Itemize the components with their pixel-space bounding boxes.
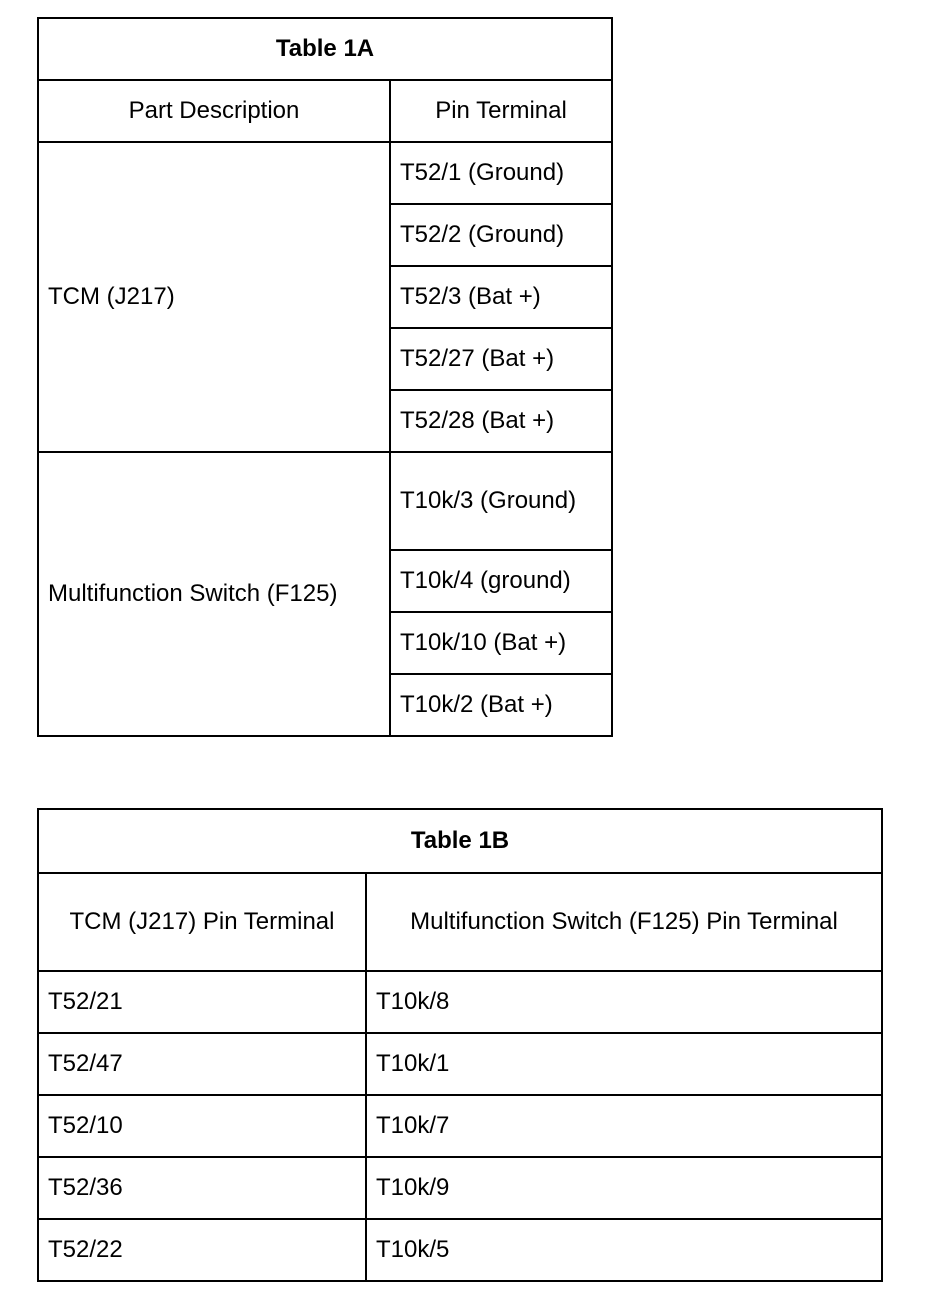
tcm-pin-cell: T52/10 bbox=[38, 1095, 366, 1157]
table-row bbox=[38, 452, 612, 550]
part-description-cell: Multifunction Switch (F125) bbox=[38, 452, 390, 736]
pin-terminal-cell: T10k/3 (Ground) bbox=[390, 452, 612, 550]
table-row bbox=[38, 1219, 882, 1281]
switch-pin-cell: T10k/5 bbox=[366, 1219, 882, 1281]
pin-terminal-cell: T10k/10 (Bat +) bbox=[390, 612, 612, 674]
pin-terminal-cell: T52/27 (Bat +) bbox=[390, 328, 612, 390]
column-header-tcm-pin-terminal: TCM (J217) Pin Terminal bbox=[38, 873, 366, 971]
switch-pin-cell: T10k/9 bbox=[366, 1157, 882, 1219]
table-row bbox=[38, 142, 612, 204]
tcm-pin-cell: T52/22 bbox=[38, 1219, 366, 1281]
column-header-pin-terminal: Pin Terminal bbox=[390, 80, 612, 142]
table-title-row bbox=[38, 809, 882, 873]
table-row bbox=[38, 1157, 882, 1219]
pin-terminal-cell: T52/1 (Ground) bbox=[390, 142, 612, 204]
table-header-row bbox=[38, 873, 882, 971]
pin-terminal-cell: T10k/4 (ground) bbox=[390, 550, 612, 612]
tcm-pin-cell: T52/36 bbox=[38, 1157, 366, 1219]
pin-terminal-cell: T52/3 (Bat +) bbox=[390, 266, 612, 328]
column-header-switch-pin-terminal: Multifunction Switch (F125) Pin Terminal bbox=[366, 873, 882, 971]
table-title: Table 1A bbox=[38, 18, 612, 80]
table-1a bbox=[37, 17, 613, 737]
switch-pin-cell: T10k/1 bbox=[366, 1033, 882, 1095]
table-row bbox=[38, 1033, 882, 1095]
table-title: Table 1B bbox=[38, 809, 882, 873]
table-1b bbox=[37, 808, 883, 1282]
column-header-part-description: Part Description bbox=[38, 80, 390, 142]
table-row bbox=[38, 1095, 882, 1157]
part-description-cell: TCM (J217) bbox=[38, 142, 390, 452]
pin-terminal-cell: T52/2 (Ground) bbox=[390, 204, 612, 266]
pin-terminal-cell: T52/28 (Bat +) bbox=[390, 390, 612, 452]
table-header-row bbox=[38, 80, 612, 142]
tcm-pin-cell: T52/21 bbox=[38, 971, 366, 1033]
switch-pin-cell: T10k/8 bbox=[366, 971, 882, 1033]
tcm-pin-cell: T52/47 bbox=[38, 1033, 366, 1095]
table-row bbox=[38, 971, 882, 1033]
table-title-row bbox=[38, 18, 612, 80]
switch-pin-cell: T10k/7 bbox=[366, 1095, 882, 1157]
pin-terminal-cell: T10k/2 (Bat +) bbox=[390, 674, 612, 736]
